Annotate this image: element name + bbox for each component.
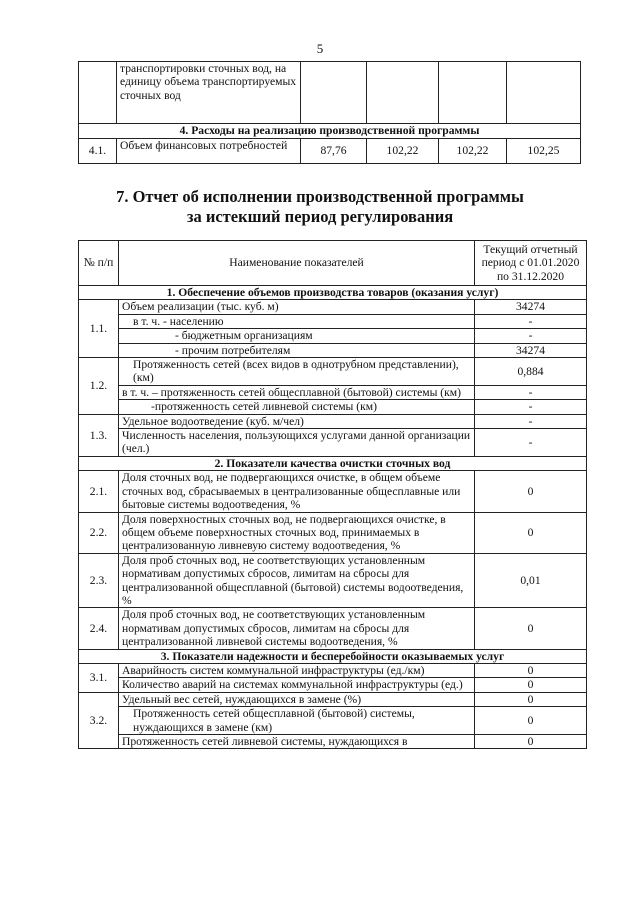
row-number: 1.1. [79,300,119,358]
value-cell: 0 [475,735,587,749]
table-row [79,429,587,457]
indicator-name: Протяженность сетей ливневой системы, нуждающихся в [119,735,475,749]
value-cell: 102,25 [507,139,581,164]
indicator-name: Протяженность сетей (всех видов в однотрубном представлении), (км) [119,358,475,386]
section-row [79,456,587,470]
section-4-heading: 4. Расходы на реализацию производственной программы [79,124,581,139]
value-cell: 34274 [475,343,587,357]
value-cell: - [475,429,587,457]
indicator-name: Удельное водоотведение (куб. м/чел) [119,414,475,428]
indicator-name: - бюджетным организациям [119,329,475,343]
indicator-name: в т. ч. – протяженность сетей общесплавной (бытовой) системы (км) [119,385,475,399]
table-row [79,512,587,553]
value-cell: - [475,385,587,399]
row-number: 2.4. [79,608,119,649]
indicator-name: - прочим потребителям [119,343,475,357]
row-number: 2.1. [79,471,119,512]
indicator-name: Объем реализации (тыс. куб. м) [119,300,475,314]
value-cell: 0 [475,471,587,512]
table-row [79,692,587,706]
value-cell: - [475,314,587,328]
table-row [79,314,587,328]
row-number: 1.3. [79,414,119,456]
indicator-name: Удельный вес сетей, нуждающихся в замене (%) [119,692,475,706]
table-row [79,300,587,314]
table-row [79,358,587,386]
value-cell: 0 [475,663,587,677]
value-cell: 87,76 [301,139,367,164]
table-row [79,329,587,343]
value-cell: 102,22 [439,139,507,164]
section-title: 7. Отчет об исполнении производственной программы [116,187,524,206]
section-subtitle: за истекший период регулирования [186,207,454,226]
value-cell: 102,22 [367,139,439,164]
row-number: 2.2. [79,512,119,553]
indicator-name: Аварийность систем коммунальной инфраструктуры (ед./км) [119,663,475,677]
row-number: 1.2. [79,358,119,415]
indicator-name: Доля поверхностных сточных вод, не подвергающихся очистке, в общем объеме поверхностных сточных вод, принимаемых в централизованную ливневую систему водоотведения, % [119,512,475,553]
value-cell: 0 [475,512,587,553]
value-cell: 0 [475,707,587,735]
section-3-heading: 3. Показатели надежности и бесперебойности оказываемых услуг [79,649,587,663]
table-row [79,663,587,677]
value-cell: - [475,400,587,414]
section-2-heading: 2. Показатели качества очистки сточных вод [79,456,587,470]
table-row [79,385,587,399]
section-row [79,286,587,300]
row-number: 3.1. [79,663,119,692]
table-row [79,678,587,692]
indicator-name: Доля сточных вод, не подвергающихся очистке, в общем объеме сточных вод, сбрасываемых в централизованные общесплавные или бытовые системы водоотведения, % [119,471,475,512]
page-number: 5 [316,41,324,56]
value-cell: 0 [475,692,587,706]
table-row [79,735,587,749]
row-number: 2.3. [79,553,119,608]
header-name: Наименование показателей [119,241,475,286]
value-cell: 0,01 [475,553,587,608]
table-row [79,343,587,357]
report-table [78,240,587,749]
value-cell: - [475,329,587,343]
table-row [79,124,581,139]
indicator-name: Доля проб сточных вод, не соответствующих установленным нормативам допустимых сбросов, лимитам на сбросы для централизованной ливневой системы водоотведения, % [119,608,475,649]
value-cell: 0 [475,608,587,649]
table-row [79,139,581,164]
value-cell: 34274 [475,300,587,314]
value-cell: 0,884 [475,358,587,386]
row-number: 3.2. [79,692,119,749]
indicator-name: в т. ч. - населению [119,314,475,328]
section-1-heading: 1. Обеспечение объемов производства товаров (оказания услуг) [79,286,587,300]
indicator-name: Объем финансовых потребностей [117,139,301,164]
indicator-name: Доля проб сточных вод, не соответствующих установленным нормативам допустимых сбросов, лимитам на сбросы для централизованной общесплавной (бытовой) системы водоотведения, % [119,553,475,608]
value-cell: 0 [475,678,587,692]
table-row [79,62,581,124]
indicator-name: Количество аварий на системах коммунальной инфраструктуры (ед.) [119,678,475,692]
table-row [79,414,587,428]
header-period: Текущий отчетный период с 01.01.2020 по 31.12.2020 [475,241,587,286]
row-number: 4.1. [79,139,117,164]
table-row [79,471,587,512]
indicator-name: Протяженность сетей общесплавной (бытовой) системы, нуждающихся в замене (км) [119,707,475,735]
table-row [79,400,587,414]
table-row [79,707,587,735]
table-row [79,553,587,608]
table-row [79,608,587,649]
section-row [79,649,587,663]
table-header-row [79,241,587,286]
financing-table [78,61,581,164]
value-cell: - [475,414,587,428]
header-num: № п/п [79,241,119,286]
indicator-name: Численность населения, пользующихся услугами данной организации (чел.) [119,429,475,457]
indicator-name: -протяженность сетей ливневой системы (км) [119,400,475,414]
continued-indicator-text: транспортировки сточных вод, на единицу объема транспортируемых сточных вод [117,62,301,124]
